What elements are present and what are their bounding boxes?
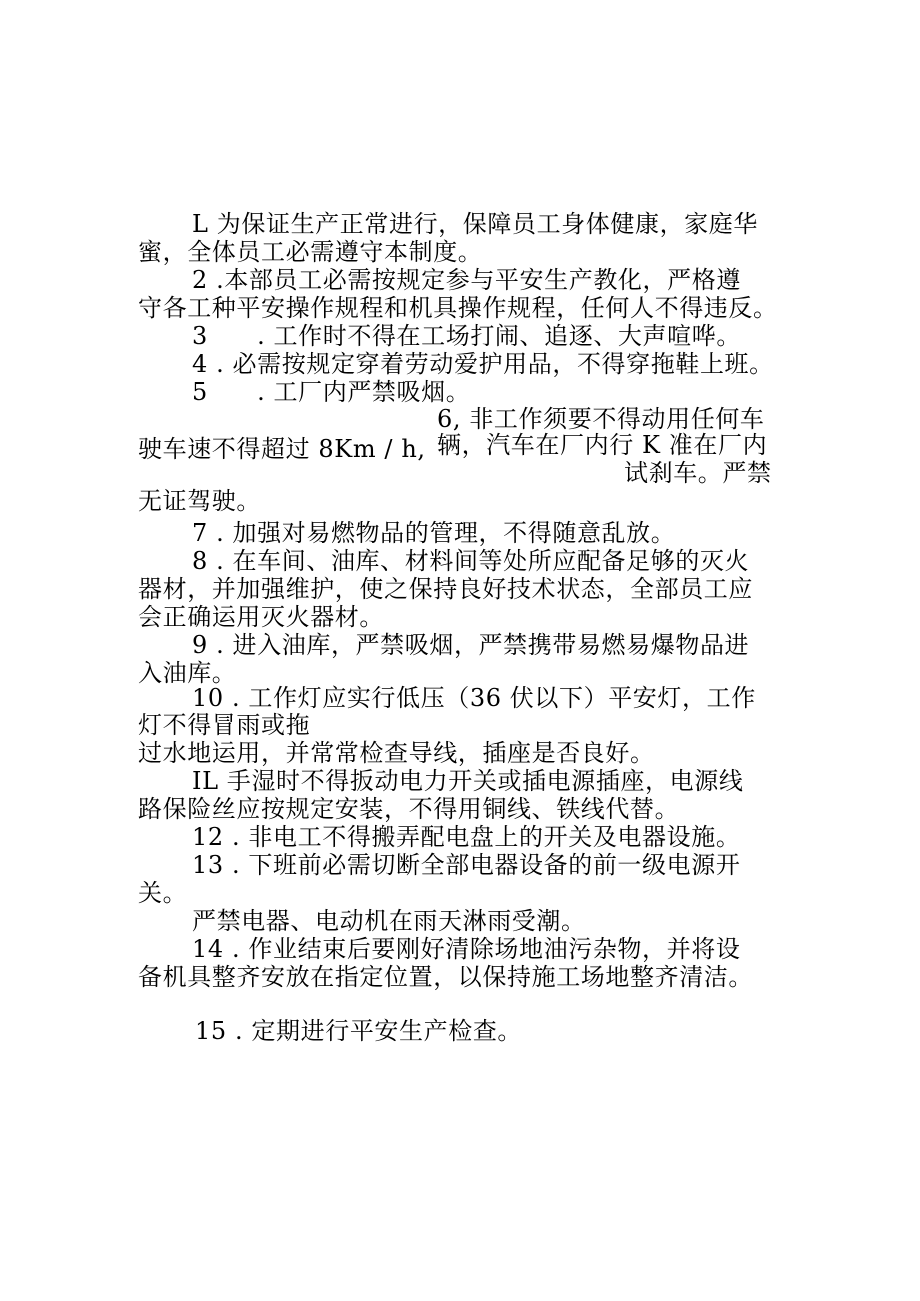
text-line: 灯不得冒雨或拖 (138, 711, 311, 739)
text-line: 13 . 下班前必需切断全部电器设备的前一级电源开 (192, 851, 741, 879)
text-line: 9 . 进入油库，严禁吸烟，严禁携带易燃易爆物品进 (192, 631, 750, 659)
text-line: 试刹车。严禁 (624, 459, 772, 487)
text-line: 14 . 作业结束后要刚好清除场地油污杂物，并将设 (192, 935, 741, 963)
text-line: 15 . 定期进行平安生产检查。 (195, 1017, 523, 1045)
text-line: 12 . 非电工不得搬弄配电盘上的开关及电器设施。 (192, 823, 741, 851)
text-line: 驶车速不得超过 8Km / h, (138, 435, 426, 463)
text-line: 7 . 加强对易燃物品的管理，不得随意乱放。 (192, 519, 676, 547)
text-line: 入油库。 (138, 659, 237, 687)
text-line: 器材，并加强维护，使之保持良好技术状态，全部员工应 (138, 575, 753, 603)
text-line: 无证驾驶。 (138, 487, 261, 515)
text-line: 守各工种平安操作规程和机具操作规程，任何人不得违反。 (138, 294, 778, 322)
text-line: 过水地运用，并常常检查导线，插座是否良好。 (138, 739, 655, 767)
text-line: 10 . 工作灯应实行低压（36 伏以下）平安灯，工作 (192, 684, 756, 712)
text-line: 备机具整齐安放在指定位置，以保持施工场地整齐清洁。 (138, 963, 753, 991)
text-line: 2 .本部员工必需按规定参与平安生产教化，严格遵 (192, 266, 741, 294)
text-line: 4 . 必需按规定穿着劳动爱护用品，不得穿拖鞋上班。 (192, 350, 774, 378)
text-line: 6, 非工作须要不得动用任何车 (437, 405, 765, 433)
text-line: 严禁电器、电动机在雨天淋雨受潮。 (192, 907, 586, 935)
text-line: 3 . 工作时不得在工场打闹、追逐、大声喧哗。 (192, 322, 741, 350)
text-line: 5 . 工厂内严禁吸烟。 (192, 378, 471, 406)
text-line: 蜜，全体员工必需遵守本制度。 (138, 238, 483, 266)
text-line: 路保险丝应按规定安装，不得用铜线、铁线代替。 (138, 795, 680, 823)
text-line: 会正确运用灭火器材。 (138, 603, 384, 631)
text-line: IL 手湿时不得扳动电力开关或插电源插座，电源线 (192, 767, 744, 795)
text-line: L 为保证生产正常进行，保障员工身体健康，家庭华 (192, 210, 758, 238)
text-line: 8 . 在车间、油库、材料间等处所应配备足够的灭火 (192, 547, 750, 575)
text-line: 关。 (138, 879, 188, 907)
text-line: 辆，汽车在厂内行 K 准在厂内 (437, 431, 768, 459)
